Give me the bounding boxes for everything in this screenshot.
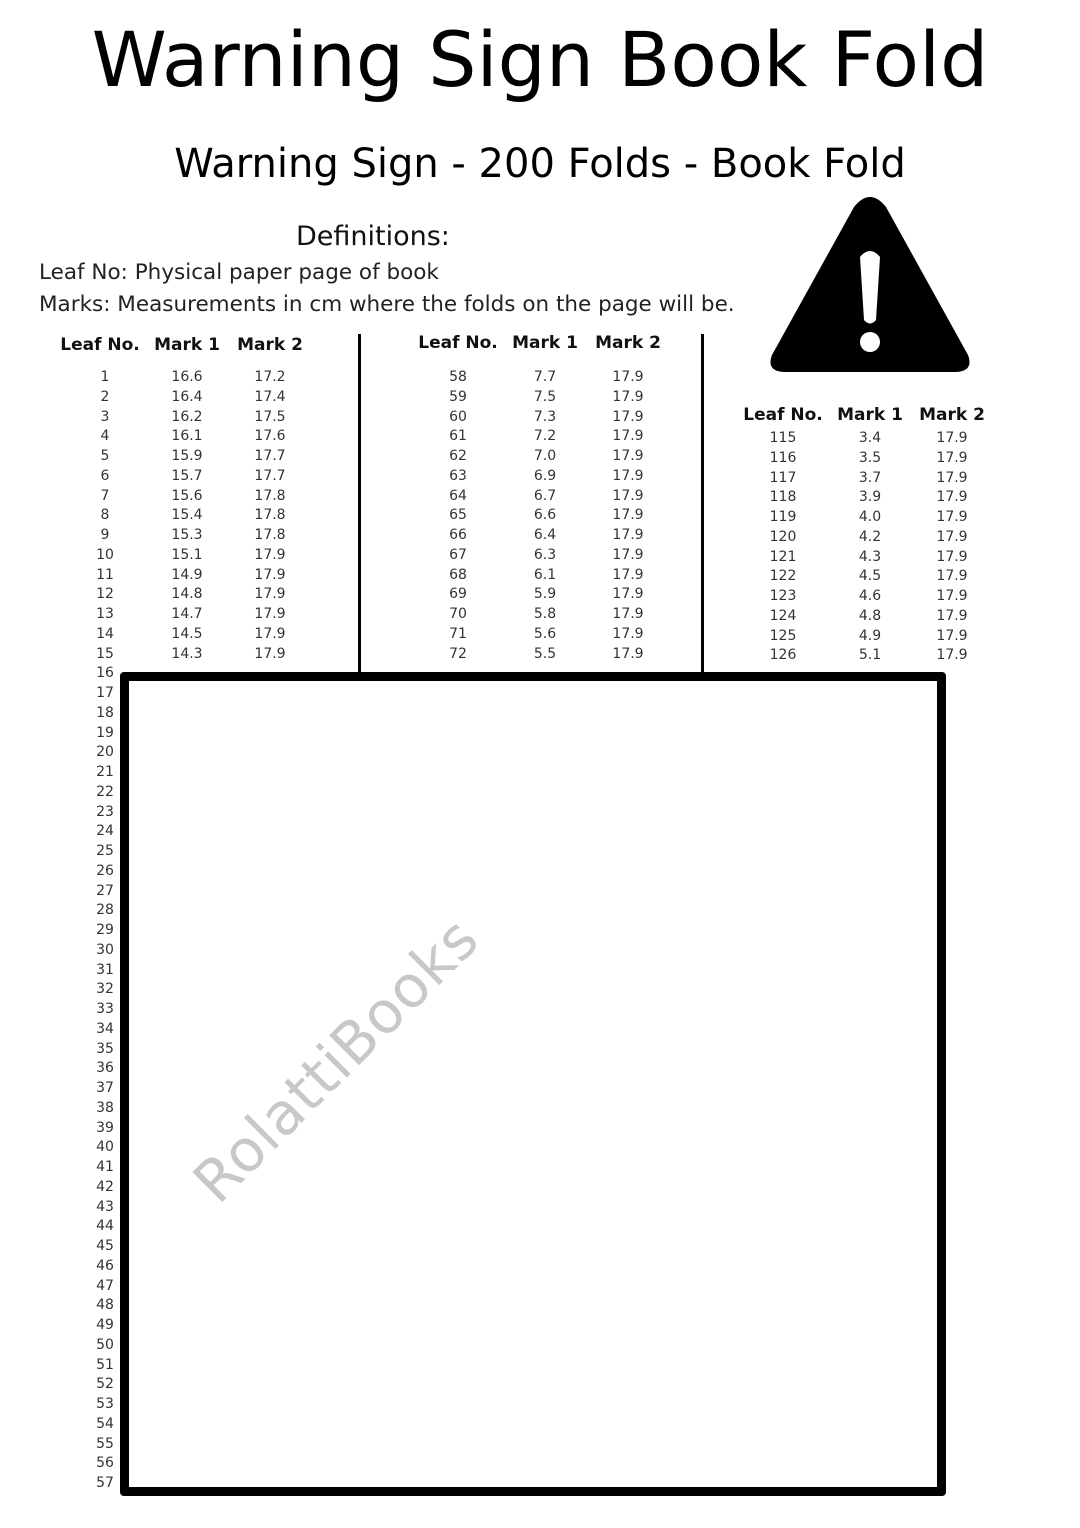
page-subtitle: Warning Sign - 200 Folds - Book Fold: [174, 141, 906, 187]
mark-2-value: 17.9: [612, 606, 644, 622]
leaf-number: 37: [96, 1080, 114, 1096]
mark-1-value: 4.2: [858, 528, 882, 545]
leaf-number: 59: [449, 388, 467, 405]
mark-1-value: 16.4: [171, 388, 203, 405]
mark-2-value: 17.4: [254, 388, 286, 405]
leaf-number: 41: [96, 1159, 114, 1175]
leaf-number: 42: [96, 1178, 114, 1195]
mark-1-value: 4.8: [858, 607, 882, 624]
header-mark-1: Mark 1: [837, 405, 903, 425]
mark-1-value: 7.3: [533, 408, 557, 425]
mark-1-value: 5.9: [533, 586, 557, 603]
mark-1-value: 3.9: [858, 489, 882, 506]
leaf-number: 123: [769, 588, 797, 604]
mark-2-value: 17.9: [936, 627, 968, 644]
mark-1-value: 15.6: [171, 487, 203, 504]
mark-1-value: 5.6: [533, 625, 557, 642]
leaf-number: 68: [449, 566, 467, 583]
mark-2-value: 17.9: [612, 369, 644, 385]
mark-1-value: 6.1: [533, 566, 557, 583]
watermark: RolattiBooks: [180, 904, 492, 1216]
leaf-number: 33: [96, 1001, 114, 1017]
leaf-number: 118: [769, 489, 797, 506]
leaf-number: 121: [769, 548, 797, 565]
leaf-number: 52: [96, 1376, 114, 1393]
mark-1-value: 16.6: [171, 369, 203, 385]
leaf-number: 119: [769, 509, 797, 525]
leaf-number: 117: [769, 469, 797, 486]
mark-2-value: 17.9: [254, 546, 286, 563]
leaf-number: 120: [769, 528, 797, 545]
leaf-number: 1: [100, 369, 110, 385]
leaf-number: 21: [96, 764, 114, 780]
leaf-number: 16: [96, 665, 114, 682]
mark-1-value: 15.9: [171, 448, 203, 464]
mark-1-value: 3.4: [858, 430, 882, 446]
mark-2-value: 17.9: [254, 625, 286, 642]
mark-2-value: 17.9: [612, 645, 644, 662]
leaf-number: 50: [96, 1336, 114, 1353]
leaf-number: 22: [96, 783, 114, 800]
leaf-number: 15: [96, 645, 114, 662]
leaf-number: 19: [96, 724, 114, 741]
mark-1-value: 6.7: [533, 487, 557, 504]
definition-marks: Marks: Measurements in cm where the folds on the page will be.: [39, 292, 735, 317]
leaf-number: 12: [96, 586, 114, 603]
mark-2-value: 17.5: [254, 408, 286, 425]
mark-1-value: 14.3: [171, 645, 203, 662]
mark-2-value: 17.9: [254, 645, 286, 662]
mark-1-value: 4.9: [858, 627, 882, 644]
mark-1-value: 16.2: [171, 408, 203, 425]
mark-1-value: 4.3: [858, 548, 882, 565]
leaf-number: 58: [449, 369, 467, 385]
leaf-number: 4: [100, 428, 110, 445]
leaf-number: 125: [769, 627, 797, 644]
header-mark-2: Mark 2: [919, 405, 985, 425]
mark-2-value: 17.9: [612, 507, 644, 524]
column-divider-2: [701, 334, 704, 674]
mark-2-value: 17.2: [254, 369, 286, 385]
mark-1-value: 7.0: [533, 448, 557, 464]
mark-1-value: 14.7: [171, 606, 203, 622]
mark-1-value: 7.5: [533, 388, 557, 405]
mark-2-value: 17.9: [612, 586, 644, 603]
leaf-number: 67: [449, 546, 467, 563]
mark-1-value: 4.0: [858, 509, 882, 525]
mark-2-value: 17.9: [936, 568, 968, 585]
mark-1-value: 6.4: [533, 527, 557, 543]
leaf-number: 66: [449, 527, 467, 543]
leaf-number: 32: [96, 981, 114, 998]
mark-2-value: 17.9: [936, 548, 968, 565]
leaf-number: 45: [96, 1238, 114, 1254]
mark-2-value: 17.9: [612, 408, 644, 425]
mark-1-value: 15.7: [171, 467, 203, 484]
definitions-heading: Definitions:: [296, 221, 450, 252]
mark-2-value: 17.7: [254, 467, 286, 484]
leaf-number: 39: [96, 1119, 114, 1136]
leaf-number: 27: [96, 882, 114, 899]
mark-1-value: 3.7: [858, 469, 882, 486]
leaf-number: 11: [96, 566, 114, 583]
leaf-number: 7: [100, 487, 110, 504]
mark-1-value: 15.4: [171, 507, 203, 524]
leaf-number: 30: [96, 941, 114, 958]
mark-2-value: 17.9: [612, 625, 644, 642]
leaf-number: 71: [449, 625, 467, 642]
leaf-number: 23: [96, 803, 114, 820]
leaf-number: 8: [100, 507, 110, 524]
mark-2-value: 17.6: [254, 428, 286, 445]
leaf-number: 20: [96, 744, 114, 761]
mark-1-value: 14.5: [171, 625, 203, 642]
mark-2-value: 17.9: [936, 528, 968, 545]
leaf-number: 54: [96, 1415, 114, 1432]
leaf-number: 18: [96, 704, 114, 721]
leaf-number: 9: [100, 527, 110, 543]
header-leaf-no: Leaf No.: [743, 405, 823, 425]
leaf-number: 34: [96, 1020, 114, 1037]
leaf-number: 38: [96, 1099, 114, 1116]
leaf-number: 64: [449, 487, 467, 504]
mark-2-value: 17.9: [936, 469, 968, 486]
mark-1-value: 14.8: [171, 586, 203, 603]
leaf-number: 126: [769, 647, 797, 664]
mark-2-value: 17.8: [254, 527, 286, 543]
mark-2-value: 17.9: [612, 448, 644, 464]
leaf-number: 2: [100, 388, 110, 405]
leaf-number: 116: [769, 449, 797, 466]
leaf-number: 115: [769, 430, 797, 446]
mark-2-value: 17.7: [254, 448, 286, 464]
leaf-number: 56: [96, 1455, 114, 1472]
leaf-number: 26: [96, 862, 114, 879]
leaf-number: 122: [769, 568, 797, 585]
header-mark-1: Mark 1: [512, 333, 578, 353]
mark-1-value: 5.5: [533, 645, 557, 662]
leaf-number: 3: [100, 408, 110, 425]
mark-2-value: 17.8: [254, 507, 286, 524]
leaf-number: 124: [769, 607, 797, 624]
mark-1-value: 6.6: [533, 507, 557, 524]
page-title: Warning Sign Book Fold: [91, 15, 989, 104]
leaf-number: 51: [96, 1356, 114, 1373]
mark-1-value: 15.3: [171, 527, 203, 543]
leaf-number: 60: [449, 408, 467, 425]
mark-2-value: 17.9: [612, 428, 644, 445]
leaf-number: 49: [96, 1317, 114, 1333]
leaf-number: 48: [96, 1297, 114, 1314]
mark-2-value: 17.9: [612, 546, 644, 563]
header-leaf-no: Leaf No.: [418, 333, 498, 353]
leaf-number: 17: [96, 685, 114, 701]
mark-2-value: 17.9: [612, 566, 644, 583]
header-mark-2: Mark 2: [237, 335, 303, 355]
mark-1-value: 7.2: [533, 428, 557, 445]
leaf-number: 29: [96, 922, 114, 938]
warning-exclamation-icon: [768, 195, 972, 373]
leaf-number: 53: [96, 1396, 114, 1412]
leaf-number: 40: [96, 1139, 114, 1156]
mark-2-value: 17.9: [612, 487, 644, 504]
mark-2-value: 17.9: [936, 588, 968, 604]
leaf-number: 43: [96, 1198, 114, 1215]
mark-2-value: 17.9: [936, 489, 968, 506]
mark-2-value: 17.9: [254, 586, 286, 603]
mark-2-value: 17.9: [936, 430, 968, 446]
leaf-number: 28: [96, 902, 114, 919]
mark-1-value: 5.1: [858, 647, 882, 664]
mark-2-value: 17.9: [254, 566, 286, 583]
mark-2-value: 17.9: [936, 607, 968, 624]
leaf-number: 63: [449, 467, 467, 484]
mark-2-value: 17.9: [936, 449, 968, 466]
header-mark-2: Mark 2: [595, 333, 661, 353]
mark-2-value: 17.9: [936, 509, 968, 525]
mark-1-value: 4.5: [858, 568, 882, 585]
leaf-number: 10: [96, 546, 114, 563]
mark-1-value: 6.9: [533, 467, 557, 484]
leaf-number: 25: [96, 843, 114, 859]
leaf-number: 65: [449, 507, 467, 524]
leaf-number: 31: [96, 961, 114, 978]
mark-1-value: 4.6: [858, 588, 882, 604]
mark-1-value: 7.7: [533, 369, 557, 385]
header-mark-1: Mark 1: [154, 335, 220, 355]
leaf-number: 57: [96, 1475, 114, 1491]
leaf-number: 35: [96, 1040, 114, 1057]
leaf-number: 36: [96, 1060, 114, 1077]
leaf-number: 72: [449, 645, 467, 662]
mark-1-value: 16.1: [171, 428, 203, 445]
cover-box: [120, 672, 946, 1496]
mark-1-value: 14.9: [171, 566, 203, 583]
mark-2-value: 17.9: [936, 647, 968, 664]
leaf-number: 62: [449, 448, 467, 464]
leaf-number: 6: [100, 467, 110, 484]
mark-2-value: 17.9: [612, 388, 644, 405]
mark-2-value: 17.9: [612, 467, 644, 484]
mark-2-value: 17.9: [612, 527, 644, 543]
header-leaf-no: Leaf No.: [60, 335, 140, 355]
leaf-number: 46: [96, 1257, 114, 1274]
leaf-number: 13: [96, 606, 114, 622]
mark-1-value: 15.1: [171, 546, 203, 563]
mark-1-value: 6.3: [533, 546, 557, 563]
mark-2-value: 17.8: [254, 487, 286, 504]
leaf-number: 24: [96, 823, 114, 840]
leaf-number: 14: [96, 625, 114, 642]
mark-1-value: 5.8: [533, 606, 557, 622]
leaf-number: 61: [449, 428, 467, 445]
leaf-number: 44: [96, 1218, 114, 1235]
leaf-number: 5: [100, 448, 110, 464]
mark-2-value: 17.9: [254, 606, 286, 622]
mark-1-value: 3.5: [858, 449, 882, 466]
leaf-number: 70: [449, 606, 467, 622]
definition-leaf: Leaf No: Physical paper page of book: [39, 260, 439, 285]
leaf-number: 47: [96, 1277, 114, 1294]
leaf-number: 55: [96, 1435, 114, 1452]
leaf-number: 69: [449, 586, 467, 603]
column-divider-1: [358, 334, 361, 674]
